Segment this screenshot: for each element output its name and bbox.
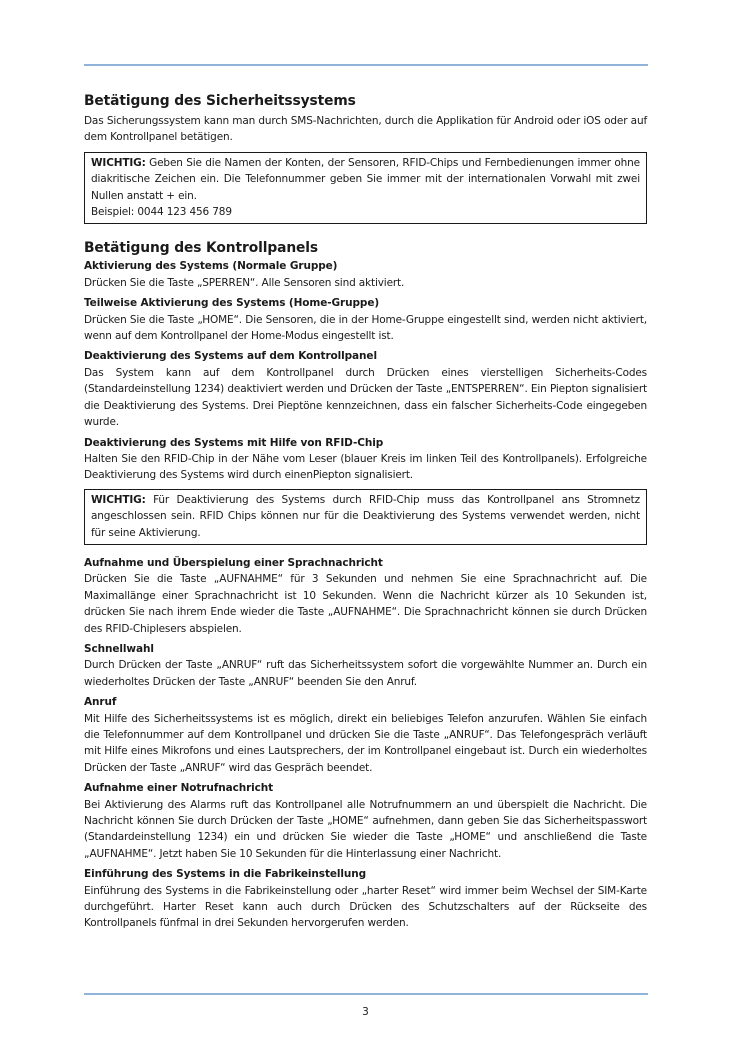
item-text: Durch Drücken der Taste „ANRUF“ ruft das Sicherheitssystem sofort die vorgewählte Nummer an. Durch ein wiederholtes Drücken der Taste „ANRUF“ beenden Sie den Anruf. [84,659,647,688]
intro-paragraph: Das Sicherungssystem kann man durch SMS-Nachrichten, durch die Applikation für Android oder iOS oder auf dem Kontrollpanel betätigen. [84,115,647,144]
item-heading: Anruf [84,696,117,709]
item-heading: Deaktivierung des Systems auf dem Kontrollpanel [84,350,377,363]
item-emergency-message [84,780,647,862]
item-heading: Schnellwahl [84,642,154,655]
note-text: Geben Sie die Namen der Konten, der Sensoren, RFID-Chips und Fernbedienungen immer ohne diakritische Zeichen ein. Die Telefonnummer geben Sie immer mit der internationalen Vorwahl mit zwei Nullen anstatt + ein. [91,156,640,202]
important-note-box-rfid [84,489,647,545]
note-label: WICHTIG: [91,156,146,169]
item-heading: Einführung des Systems in die Fabrikeinstellung [84,868,367,881]
important-note [91,492,640,541]
important-note-box [84,152,647,225]
header-rule [84,64,648,66]
page-number: 3 [362,1006,369,1018]
item-heading: Aktivierung des Systems (Normale Gruppe) [84,260,338,273]
subsection-title: Betätigung des Kontrollpanels [84,240,319,257]
item-deactivation-rfid [84,435,647,484]
item-speed-dial [84,641,647,690]
note-text: Für Deaktivierung des Systems durch RFID-Chip muss das Kontrollpanel ans Stromnetz angeschlossen sein. RFID Chips können nur für die Deaktivierung des Systems verwendet werden, nicht für seine Aktivierung. [91,493,640,539]
item-text: Drücken Sie die Taste „SPERREN“. Alle Sensoren sind aktiviert. [84,276,405,289]
item-text: Bei Aktivierung des Alarms ruft das Kontrollpanel alle Notrufnummern an und überspielt die Nachricht. Die Nachricht können Sie durch Drücken der Taste „HOME“ aufnehmen, dann geben Sie das Sicherheitspasswort (Standardeinstellung 1234) ein und drücken Sie wieder die Taste „HOME“ und anschließend die Taste „AUFNAHME“. Jetzt haben Sie 10 Sekunden für die Hinterlassung einer Nachricht. [84,798,647,860]
item-heading: Aufnahme und Überspielung einer Sprachnachricht [84,556,383,569]
footer-rule [84,993,648,995]
item-voice-message [84,555,647,637]
item-factory-reset [84,866,647,932]
item-heading: Teilweise Aktivierung des Systems (Home-Gruppe) [84,297,380,310]
item-call [84,694,647,776]
note-example: Beispiel: 0044 123 456 789 [91,206,232,219]
item-heading: Aufnahme einer Notrufnachricht [84,782,274,795]
item-heading: Deaktivierung des Systems mit Hilfe von RFID-Chip [84,436,384,449]
page-content [84,93,647,936]
item-text: Das System kann auf dem Kontrollpanel durch Drücken eines vierstelligen Sicherheits-Codes (Standardeinstellung 1234) deaktiviert werden und Drücken der Taste „ENTSPERREN“. Ein Piepton signalisiert die Deaktivierung des Systems. Drei Pieptöne kennzeichnen, dass ein falscher Sicherheits-Code eingegeben wurde. [84,366,647,429]
section-title: Betätigung des Sicherheitssystems [84,93,356,109]
item-text: Halten Sie den RFID-Chip in der Nähe vom Leser (blauer Kreis im linken Teil des Kontrollpanels). Erfolgreiche Deaktivierung des Systems wird durch einenPiepton signalisiert. [84,452,647,482]
item-activation [84,258,647,291]
item-text: Mit Hilfe des Sicherheitssystems ist es möglich, direkt ein beliebiges Telefon anzurufen. Wählen Sie einfach die Telefonnummer auf dem Kontrollpanel und drücken Sie die Taste „ANRUF“. Das Telefongespräch verläuft mit Hilfe eines Mikrofons und eines Lautsprechers, der im Kontrollpanel eingebaut ist. Durch ein wiederholtes Drücken der Taste „ANRUF“ wird das Gespräch beendet. [84,712,647,774]
note-label: WICHTIG: [91,493,146,506]
item-text: Einführung des Systems in die Fabrikeinstellung oder „harter Reset“ wird immer beim Wechsel der SIM-Karte durchgeführt. Harter Reset kann auch durch Drücken des Schutzschalters auf der Rückseite des Kontrollpanels fünfmal in drei Sekunden hervorgerufen werden. [84,884,647,930]
item-text: Drücken Sie die Taste „AUFNAHME“ für 3 Sekunden und nehmen Sie eine Sprachnachricht auf. Die Maximallänge einer Sprachnachricht ist 10 Sekunden. Wenn die Nachricht kürzer als 10 Sekunden ist, drücken Sie nach ihrem Ende wieder die Taste „AUFNAHME“. Die Sprachnachricht können sie durch Drücken des RFID-Chiplesers abspielen. [84,573,647,635]
item-text: Drücken Sie die Taste „HOME“. Die Sensoren, die in der Home-Gruppe eingestellt sind, werden nicht aktiviert, wenn auf dem Kontrollpanel der Home-Modus eingestellt ist. [84,313,647,343]
important-note [91,155,640,204]
item-partial-activation [84,295,647,344]
item-deactivation-panel [84,348,647,430]
